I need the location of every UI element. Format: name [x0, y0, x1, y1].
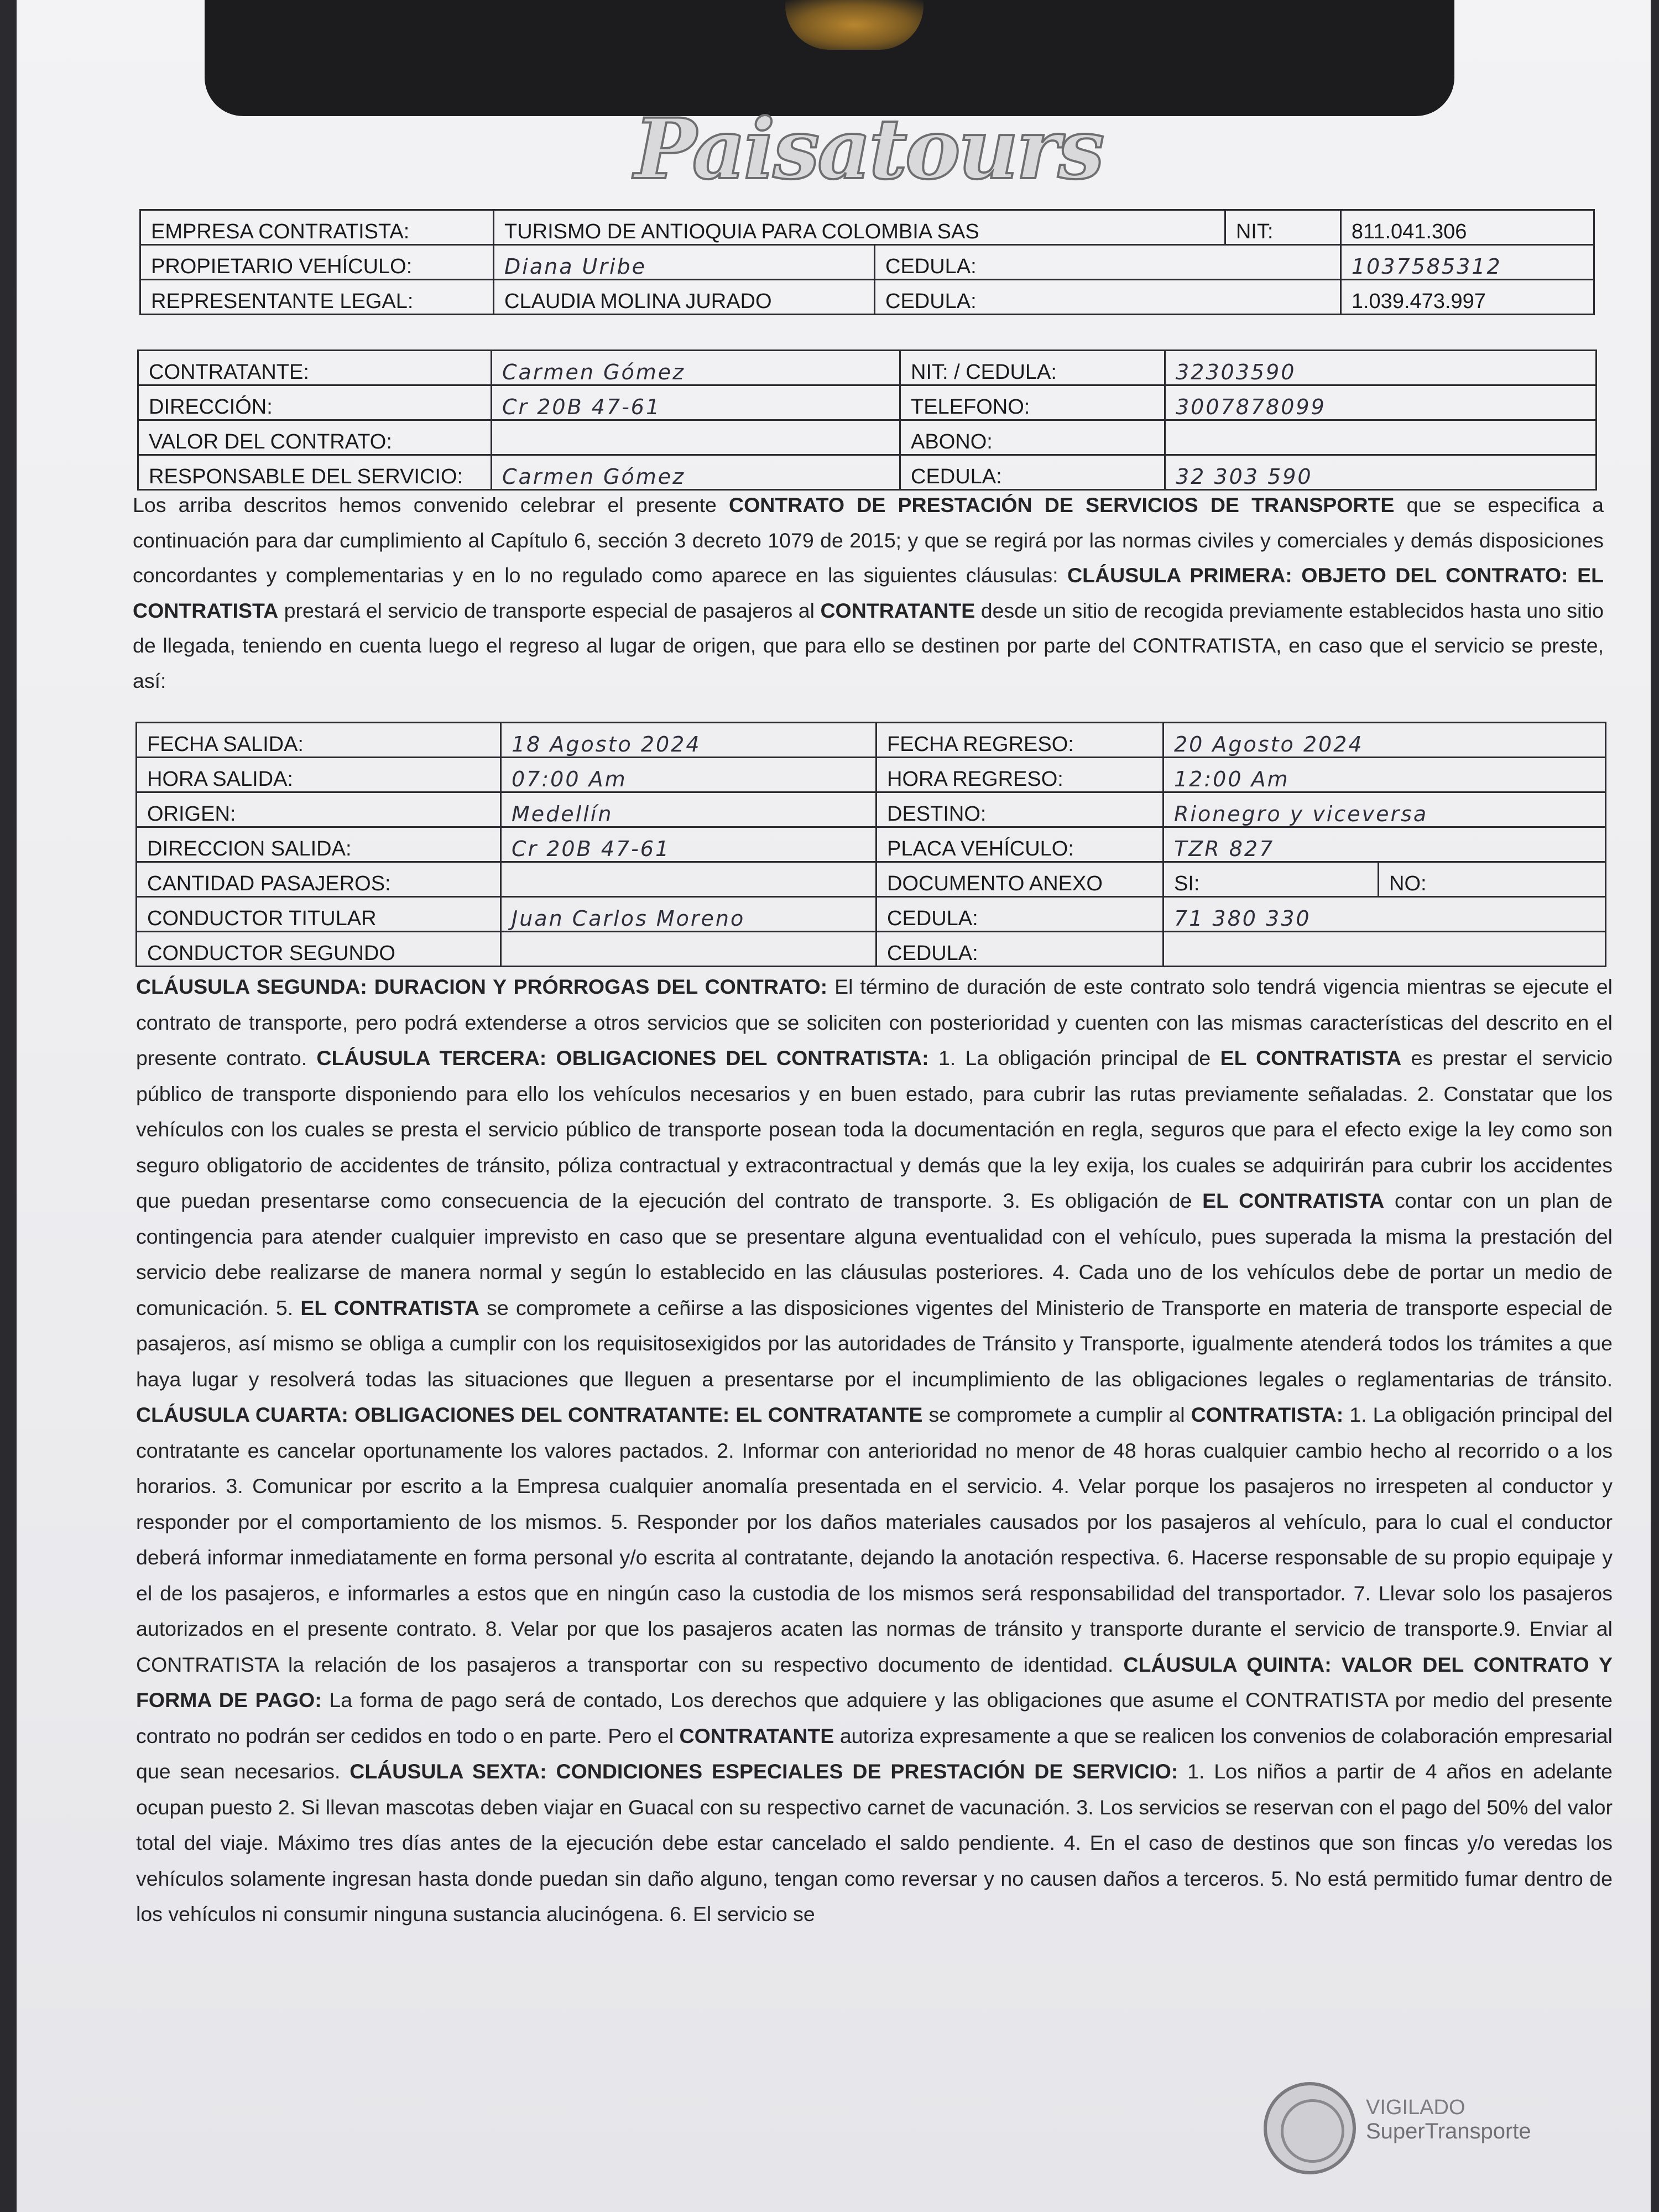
- conductor-segundo-cedula-value: [1164, 932, 1606, 967]
- clausula-quinta-bold-b: CONTRATANTE: [679, 1724, 834, 1747]
- intro-bold-1: CONTRATO DE PRESTACIÓN DE SERVICIOS DE TRANSPORTE: [729, 493, 1395, 517]
- placa-label: PLACA VEHÍCULO:: [877, 827, 1164, 862]
- hora-regreso-value: 12:00 Am: [1164, 758, 1606, 792]
- documento-no-label: NO:: [1379, 862, 1606, 897]
- intro-bold-3: CONTRATANTE: [820, 598, 975, 622]
- representante-value: CLAUDIA MOLINA JURADO: [494, 280, 875, 315]
- conductor-titular-cedula-label: CEDULA:: [877, 897, 1164, 932]
- valor-contrato-value: [492, 420, 900, 455]
- fecha-regreso-value: 20 Agosto 2024: [1164, 723, 1606, 758]
- representante-cedula-value: 1.039.473.997: [1340, 280, 1594, 315]
- contratante-value: Carmen Gómez: [492, 351, 900, 385]
- clausula-tercera-text-c: es prestar el servicio público de transporte disponiendo para ello los vehículos necesarios y en buen estado, para cubrir las rutas previamente señaladas. 2. Constatar que los vehículos con los cuales se presta el servicio público de transporte posean toda la documentación en regla, seguros que para el efecto exige la ley como son seguro obligatorio de accidentes de tránsito, póliza contractual y extracontractual y demás que la ley exija, los cuales se adquirirán para cubrir los accidentes que puedan presentarse como consecuencia de la ejecución del contrato de transporte. 3. Es obligación de: [136, 1046, 1613, 1212]
- clausula-quinta-text-c: autoriza expresamente a que se realicen los convenios de colaboración empresarial que sean necesarios.: [136, 1724, 1613, 1783]
- clausula-tercera-title: CLÁUSULA TERCERA: OBLIGACIONES DEL CONTRATISTA:: [316, 1046, 929, 1070]
- propietario-cedula-label: CEDULA:: [875, 245, 1341, 280]
- empresa-contratista-label: EMPRESA CONTRATISTA:: [140, 210, 494, 245]
- documento-si-label: SI:: [1164, 862, 1379, 897]
- responsable-cedula-label: CEDULA:: [900, 455, 1165, 490]
- representante-cedula-label: CEDULA:: [875, 280, 1341, 315]
- empresa-contratista-value: TURISMO DE ANTIOQUIA PARA COLOMBIA SAS: [494, 210, 1225, 245]
- seal-inner-ring: [1281, 2099, 1344, 2163]
- conductor-segundo-value: [501, 932, 877, 967]
- hora-regreso-label: HORA REGRESO:: [877, 758, 1164, 792]
- responsable-value: Carmen Gómez: [492, 455, 900, 490]
- representante-label: REPRESENTANTE LEGAL:: [140, 280, 494, 315]
- destino-label: DESTINO:: [877, 792, 1164, 827]
- clausula-quinta-text-a: La forma de pago será de contado, Los derechos que adquiere y las obligaciones que asume el CONTRATISTA por medio del presente contrato no podrán ser cedidos en todo o en parte. Pero el: [136, 1688, 1613, 1747]
- clausula-cuarta-title: CLÁUSULA CUARTA: OBLIGACIONES DEL CONTRATANTE: EL CONTRATANTE: [136, 1403, 923, 1426]
- nit-value: 811.041.306: [1340, 210, 1594, 245]
- clausula-cuarta-text-c: 1. La obligación principal del contratante es cancelar oportunamente los valores pactados. 2. Informar con anterioridad no menor de 48 horas cualquier cambio hecho al recorrido o a los horarios. 3. Comunicar por escrito a la Empresa cualquier anomalía presentada en el servicio. 4. Velar porque los pasajeros no irrespeten al conductor y responder por el comportamiento de los mismos. 5. Responder por los daños materiales causados por los pasajeros al vehículo, para lo cual el conductor deberá informar inmediatamente en forma personal y/o escrita al contratante, dejando la anotación respectiva. 6. Hacerse responsable de su propio equipaje y el de los pasajeros, e informarles a estos que en ningún caso la custodia de los mismos será responsabilidad del transportador. 7. Llevar solo los pasajeros autorizados en el presente contrato. 8. Velar por que los pasajeros acaten las normas de tránsito y transporte durante el servicio de transporte.9. Enviar al CONTRATISTA la relación de los pasajeros a transportar con su respectivo documento de identidad.: [136, 1403, 1613, 1676]
- propietario-cedula-value: 1037585312: [1340, 245, 1594, 280]
- clausula-segunda-text: El término de duración de este contrato solo tendrá vigencia mientras se ejecute el contrato de transporte, pero podrá extenderse a otros servicios que se soliciten con posterioridad y cuenten con las mismas características del descrito en el presente contrato.: [136, 975, 1613, 1070]
- supertransporte-seal-icon: [1264, 2082, 1356, 2174]
- hora-salida-label: HORA SALIDA:: [137, 758, 501, 792]
- destino-value: Rionegro y viceversa: [1164, 792, 1606, 827]
- direccion-value: Cr 20B 47-61: [492, 385, 900, 420]
- clausula-sexta-text: 1. Los niños a partir de 4 años en adelante ocupan puesto 2. Si llevan mascotas deben viajar en Guacal con su respectivo carnet de vacunación. 3. Los servicios se reservan con el pago del 50% del valor total del viaje. Máximo tres días antes de la ejecución debe estar cancelado el saldo pendiente. 4. En el caso de destinos que son fincas y/o veredas los vehículos solamente ingresan hasta donde puedan sin daño alguno, tengan como reversar y no causen daños a terceros. 5. No está permitido fumar dentro de los vehículos ni consumir ninguna sustancia alucinógena. 6. El servicio se: [136, 1760, 1613, 1926]
- direccion-salida-value: Cr 20B 47-61: [501, 827, 877, 862]
- clausula-quinta-title: CLÁUSULA QUINTA: VALOR DEL CONTRATO Y FORMA DE PAGO:: [136, 1652, 1613, 1712]
- documento-anexo-label: DOCUMENTO ANEXO: [877, 862, 1164, 897]
- intro-paragraph: [133, 488, 1604, 698]
- responsable-cedula-value: 32 303 590: [1165, 455, 1597, 490]
- placa-value: TZR 827: [1164, 827, 1606, 862]
- clausula-tercera-bold-d: EL CONTRATISTA: [1202, 1189, 1385, 1212]
- conductor-segundo-label: CONDUCTOR SEGUNDO: [137, 932, 501, 967]
- telefono-value: 3007878099: [1165, 385, 1597, 420]
- origen-label: ORIGEN:: [137, 792, 501, 827]
- clausula-tercera-bold-f: EL CONTRATISTA: [300, 1296, 479, 1319]
- nit-label: NIT:: [1225, 210, 1340, 245]
- clausula-tercera-text-g: se compromete a ceñirse a las disposiciones vigentes del Ministerio de Transporte en materia de transporte especial de pasajeros, así mismo se obliga a cumplir con los requisitosexigidos por las autoridades de Tránsito y Transporte, igualmente atenderá todos los trámites a que haya lugar y resolverá todas las situaciones que lleguen a presentarse por el incumplimiento de las obligaciones legales o reglamentarias de tránsito.: [136, 1296, 1613, 1391]
- nit-cedula-value: 32303590: [1165, 351, 1597, 385]
- valor-contrato-label: VALOR DEL CONTRATO:: [138, 420, 492, 455]
- clausula-cuarta-bold-b: CONTRATISTA:: [1191, 1403, 1344, 1426]
- clausula-primera-title: CLÁUSULA PRIMERA: OBJETO DEL CONTRATO: EL CONTRATISTA: [133, 564, 1604, 622]
- hora-salida-value: 07:00 Am: [501, 758, 877, 792]
- clip-rust-spot: [785, 0, 924, 50]
- telefono-label: TELEFONO:: [900, 385, 1165, 420]
- direccion-salida-label: DIRECCION SALIDA:: [137, 827, 501, 862]
- fecha-salida-value: 18 Agosto 2024: [501, 723, 877, 758]
- origen-value: Medellín: [501, 792, 877, 827]
- nit-cedula-label: NIT: / CEDULA:: [900, 351, 1165, 385]
- clausulas-body: [136, 969, 1613, 1932]
- propietario-label: PROPIETARIO VEHÍCULO:: [140, 245, 494, 280]
- viaje-table: [135, 722, 1606, 967]
- contratante-table: [137, 349, 1597, 491]
- clausula-cuarta-text-a: se compromete a cumplir al: [922, 1403, 1191, 1426]
- supertransporte-label: SuperTransporte: [1366, 2119, 1531, 2143]
- intro-text-1: Los arriba descritos hemos convenido celebrar el presente: [133, 493, 729, 517]
- contratante-label: CONTRATANTE:: [138, 351, 492, 385]
- empresa-table: [139, 209, 1595, 315]
- clausula-tercera-text-e: contar con un plan de contingencia para atender cualquier imprevisto en caso que se presentare alguna eventualidad con el vehículo, pues superada la misma la prestación del servicio debe realizarse de manera normal y según lo establecido en las cláusulas posteriores. 4. Cada uno de los vehículos debe de portar un medio de comunicación. 5.: [136, 1189, 1613, 1319]
- direccion-label: DIRECCIÓN:: [138, 385, 492, 420]
- conductor-titular-label: CONDUCTOR TITULAR: [137, 897, 501, 932]
- cantidad-pasajeros-label: CANTIDAD PASAJEROS:: [137, 862, 501, 897]
- conductor-titular-cedula-value: 71 380 330: [1164, 897, 1606, 932]
- clausula-tercera-bold-b: EL CONTRATISTA: [1220, 1046, 1402, 1070]
- abono-value: [1165, 420, 1597, 455]
- intro-text-3: prestará el servicio de transporte especial de pasajeros al: [278, 598, 821, 622]
- clausula-sexta-title: CLÁUSULA SEXTA: CONDICIONES ESPECIALES DE PRESTACIÓN DE SERVICIO:: [349, 1760, 1178, 1783]
- intro-text-4: desde un sitio de recogida previamente establecidos hasta uno sitio de llegada, teniendo en cuenta luego el regreso al lugar de origen, que para ello se destinen por parte del CONTRATISTA, en caso que el servicio se preste, así:: [133, 598, 1604, 692]
- vigilado-label: VIGILADO: [1366, 2096, 1465, 2119]
- logo-text: Paisatours: [634, 101, 1103, 198]
- responsable-label: RESPONSABLE DEL SERVICIO:: [138, 455, 492, 490]
- clausula-segunda-title: CLÁUSULA SEGUNDA: DURACION Y PRÓRROGAS DEL CONTRATO:: [136, 975, 828, 998]
- fecha-regreso-label: FECHA REGRESO:: [877, 723, 1164, 758]
- cantidad-pasajeros-value: [501, 862, 877, 897]
- conductor-titular-value: Juan Carlos Moreno: [501, 897, 877, 932]
- company-logo: [575, 94, 1161, 205]
- fecha-salida-label: FECHA SALIDA:: [137, 723, 501, 758]
- clausula-tercera-text-a: 1. La obligación principal de: [928, 1046, 1220, 1070]
- abono-label: ABONO:: [900, 420, 1165, 455]
- conductor-segundo-cedula-label: CEDULA:: [877, 932, 1164, 967]
- intro-text-2: que se especifica a continuación para dar cumplimiento al Capítulo 6, sección 3 decreto 1079 de 2015; y que se regirá por las normas civiles y comerciales y demás disposiciones concordantes y complementarias y en lo no regulado como aparece en las siguientes cláusulas:: [133, 493, 1604, 587]
- propietario-value: Diana Uribe: [494, 245, 875, 280]
